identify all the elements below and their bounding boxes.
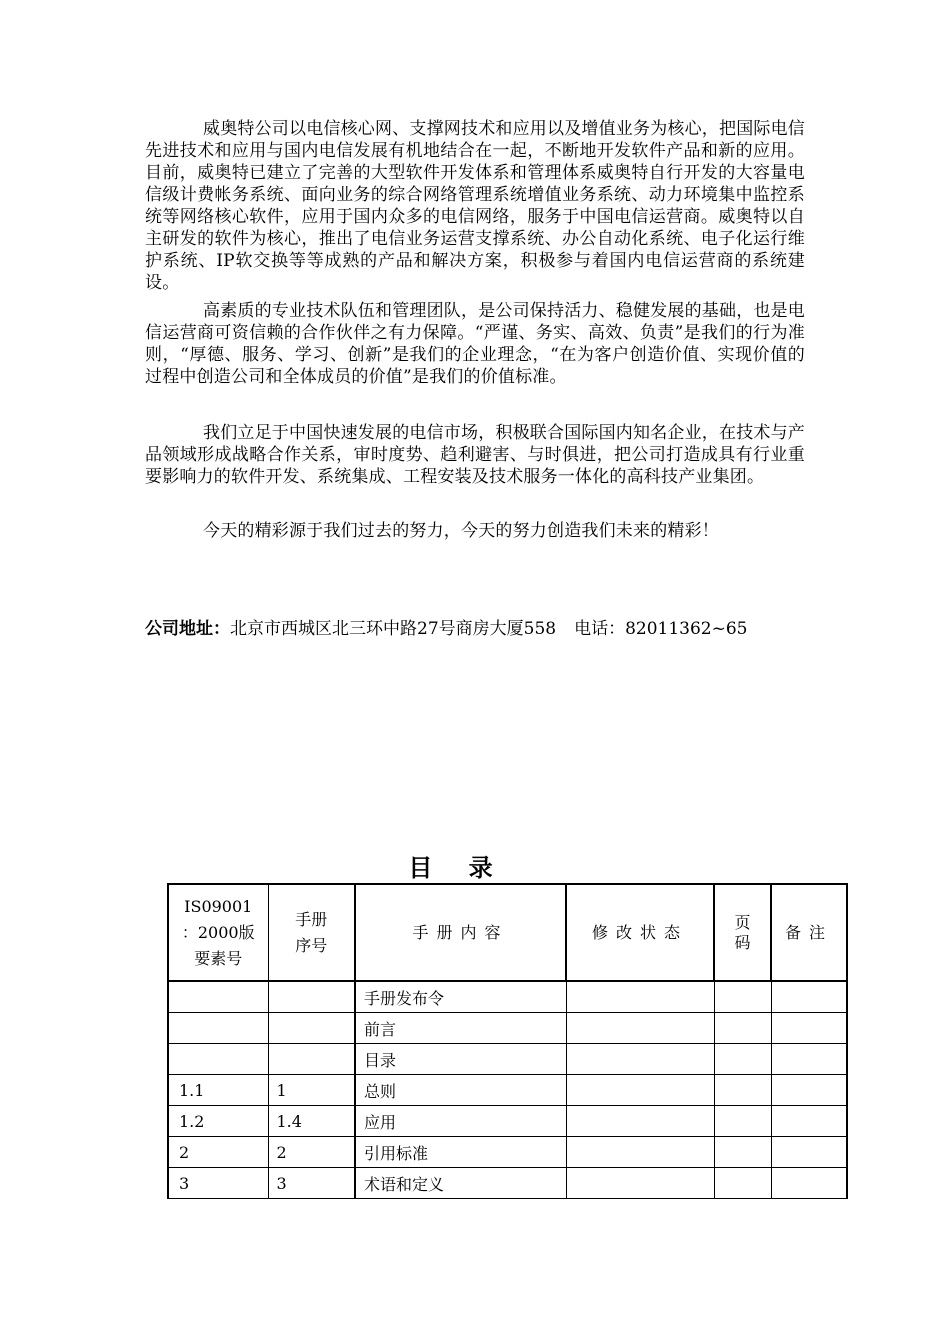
cell-revision bbox=[566, 1106, 714, 1137]
cell-revision bbox=[566, 1075, 714, 1106]
cell-content: 手册发布令 bbox=[355, 981, 566, 1013]
table-row bbox=[168, 1168, 847, 1199]
cell-remarks bbox=[771, 981, 847, 1013]
cell-revision bbox=[566, 1137, 714, 1168]
cell-page bbox=[714, 981, 771, 1013]
address-label: 公司地址： bbox=[145, 619, 230, 639]
table-row bbox=[168, 981, 847, 1013]
header-iso-element: IS09001 ：2000版 要素号 bbox=[168, 884, 268, 981]
header-revision-status: 修改状态 bbox=[566, 884, 714, 981]
table-row bbox=[168, 1013, 847, 1044]
cell-page bbox=[714, 1075, 771, 1106]
cell-remarks bbox=[771, 1013, 847, 1044]
cell-manual-no: 1.4 bbox=[268, 1106, 355, 1137]
cell-page bbox=[714, 1168, 771, 1199]
cell-content: 总则 bbox=[355, 1075, 566, 1106]
toc-table bbox=[167, 883, 848, 1199]
company-contact bbox=[145, 618, 748, 640]
cell-content: 前言 bbox=[355, 1013, 566, 1044]
cell-manual-no bbox=[268, 981, 355, 1013]
cell-iso bbox=[168, 1044, 268, 1075]
header-page-number: 页 码 bbox=[714, 884, 771, 981]
cell-revision bbox=[566, 1168, 714, 1199]
cell-content: 引用标准 bbox=[355, 1137, 566, 1168]
cell-iso: 1.1 bbox=[168, 1075, 268, 1106]
cell-iso bbox=[168, 1013, 268, 1044]
cell-revision bbox=[566, 1044, 714, 1075]
cell-iso: 1.2 bbox=[168, 1106, 268, 1137]
address-value: 北京市西城区北三环中路27号商房大厦558 bbox=[230, 619, 557, 639]
cell-manual-no: 1 bbox=[268, 1075, 355, 1106]
cell-page bbox=[714, 1044, 771, 1075]
table-row bbox=[168, 1075, 847, 1106]
cell-manual-no bbox=[268, 1013, 355, 1044]
intro-paragraph-3: 我们立足于中国快速发展的电信市场，积极联合国际国内知名企业，在技术与产品领域形成战略合作关系，审时度势、趋利避害、与时俱进，把公司打造成具有行业重要影响力的软件开发、系统集成、工程安装及技术服务一体化的高科技产业集团。 bbox=[145, 423, 805, 487]
cell-manual-no: 2 bbox=[268, 1137, 355, 1168]
cell-content: 目录 bbox=[355, 1044, 566, 1075]
toc-header-row bbox=[168, 884, 847, 981]
cell-iso: 3 bbox=[168, 1168, 268, 1199]
cell-manual-no: 3 bbox=[268, 1168, 355, 1199]
cell-revision bbox=[566, 1013, 714, 1044]
phone-value: 82011362~65 bbox=[625, 619, 748, 639]
header-manual-content: 手册内容 bbox=[355, 884, 566, 981]
cell-remarks bbox=[771, 1075, 847, 1106]
cell-iso: 2 bbox=[168, 1137, 268, 1168]
cell-page bbox=[714, 1013, 771, 1044]
cell-page bbox=[714, 1106, 771, 1137]
cell-remarks bbox=[771, 1106, 847, 1137]
cell-content: 术语和定义 bbox=[355, 1168, 566, 1199]
toc-title: 目 录 bbox=[408, 854, 507, 882]
intro-paragraph-2: 高素质的专业技术队伍和管理团队，是公司保持活力、稳健发展的基础，也是电信运营商可资信赖的合作伙伴之有力保障。“严谨、务实、高效、负责”是我们的行为准则，“厚德、服务、学习、创新”是我们的企业理念，“在为客户创造价值、实现价值的过程中创造公司和全体成员的价值”是我们的价值标准。 bbox=[145, 301, 805, 387]
table-row bbox=[168, 1106, 847, 1137]
table-row bbox=[168, 1137, 847, 1168]
header-manual-number: 手册 序号 bbox=[268, 884, 355, 981]
cell-content: 应用 bbox=[355, 1106, 566, 1137]
cell-remarks bbox=[771, 1168, 847, 1199]
cell-remarks bbox=[771, 1137, 847, 1168]
intro-paragraph-1: 威奥特公司以电信核心网、支撑网技术和应用以及增值业务为核心，把国际电信先进技术和应用与国内电信发展有机地结合在一起，不断地开发软件产品和新的应用。目前，威奥特已建立了完善的大型软件开发体系和管理体系威奥特自行开发的大容量电信级计费帐务系统、面向业务的综合网络管理系统增值业务系统、动力环境集中监控系统等网络核心软件，应用于国内众多的电信网络，服务于中国电信运营商。威奥特以自主研发的软件为核心，推出了电信业务运营支撑系统、办公自动化系统、电子化运行维护系统、IP软交换等等成熟的产品和解决方案，积极参与着国内电信运营商的系统建设。 bbox=[145, 119, 805, 293]
cell-revision bbox=[566, 981, 714, 1013]
cell-remarks bbox=[771, 1044, 847, 1075]
cell-iso bbox=[168, 981, 268, 1013]
cell-manual-no bbox=[268, 1044, 355, 1075]
header-remarks: 备注 bbox=[771, 884, 847, 981]
cell-page bbox=[714, 1137, 771, 1168]
phone-label: 电话： bbox=[574, 619, 626, 639]
table-row bbox=[168, 1044, 847, 1075]
intro-paragraph-4: 今天的精彩源于我们过去的努力，今天的努力创造我们未来的精彩！ bbox=[203, 521, 719, 541]
